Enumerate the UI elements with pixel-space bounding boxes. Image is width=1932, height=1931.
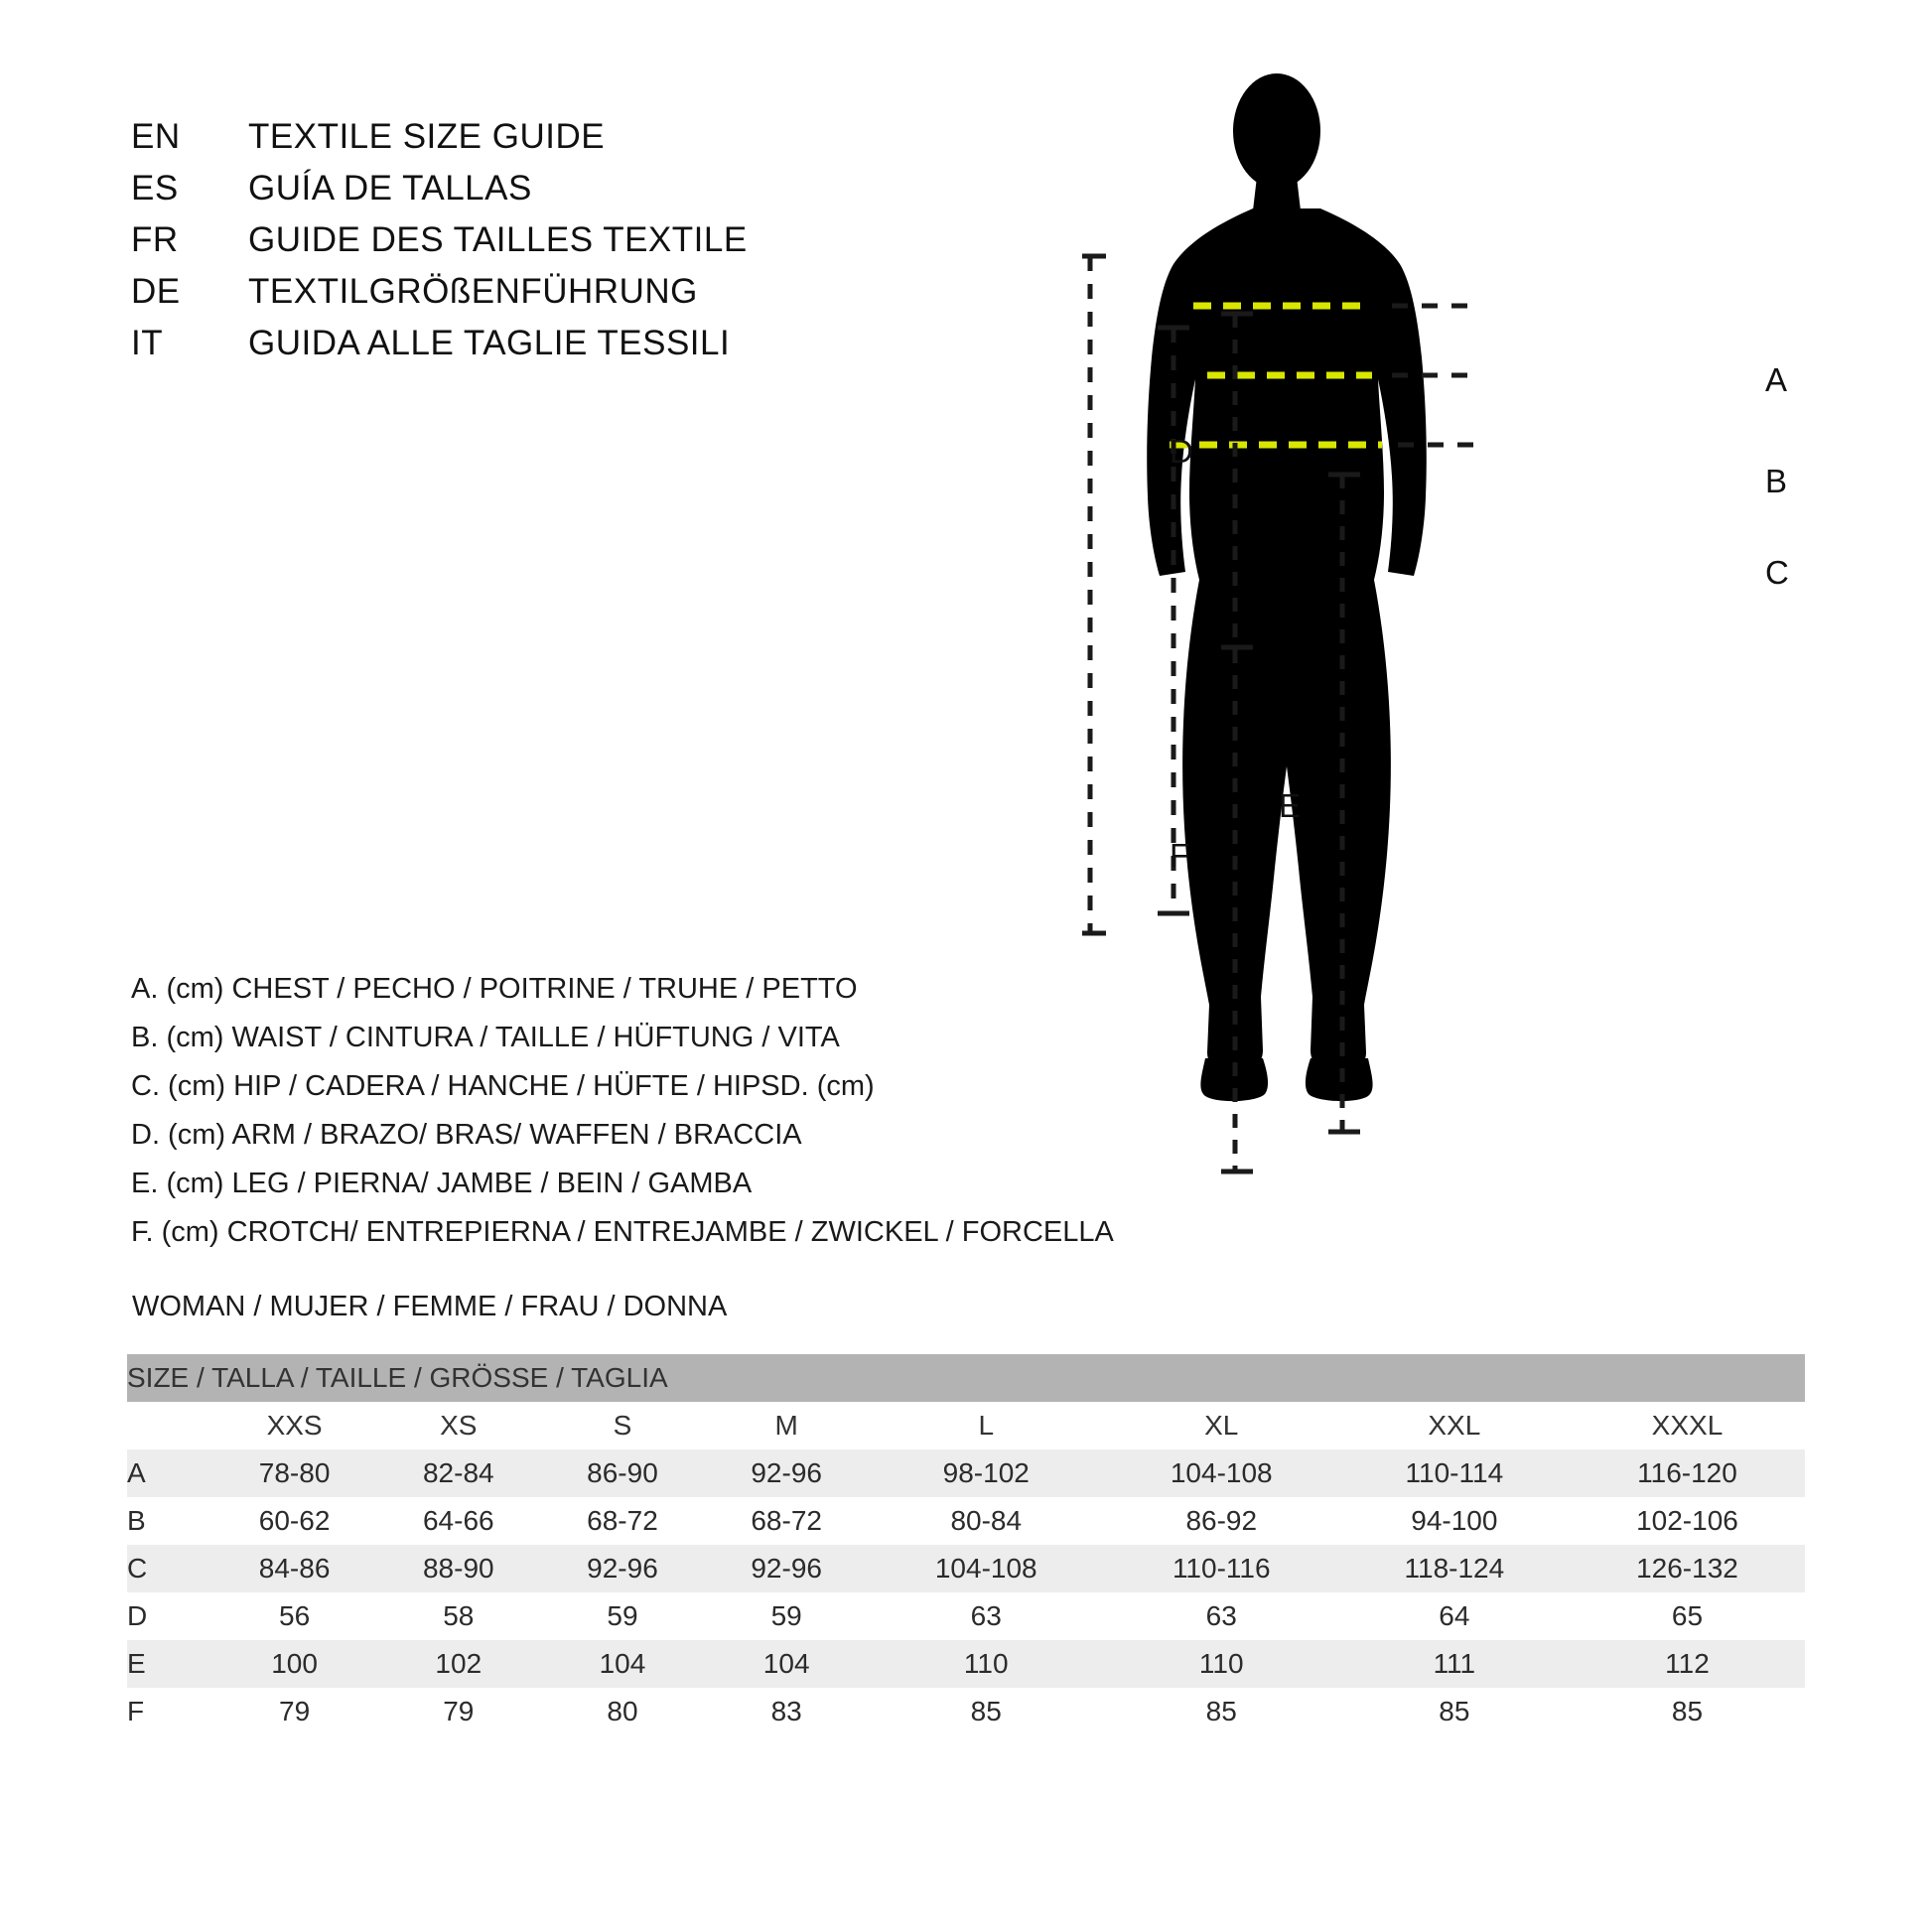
- cell-e-m: 104: [705, 1640, 869, 1688]
- title-text-fr: GUIDE DES TAILLES TEXTILE: [248, 220, 748, 259]
- cell-a-s: 86-90: [540, 1449, 704, 1497]
- table-header-row: [127, 1402, 1805, 1449]
- legend-item-c: C. (cm) HIP / CADERA / HANCHE / HÜFTE / HIPSD. (cm): [131, 1070, 875, 1102]
- title-text-en: TEXTILE SIZE GUIDE: [248, 117, 606, 156]
- size-header-xxs: XXS: [212, 1402, 376, 1449]
- title-block: [131, 117, 925, 375]
- title-lang-it: IT: [131, 324, 164, 362]
- cell-c-xxxl: 126-132: [1570, 1545, 1805, 1592]
- table-row: [127, 1449, 1805, 1497]
- title-text-de: TEXTILGRÖßENFÜHRUNG: [248, 272, 698, 311]
- cell-f-s: 80: [540, 1688, 704, 1735]
- table-row: [127, 1497, 1805, 1545]
- size-header-xxxl: XXXL: [1570, 1402, 1805, 1449]
- dimension-label-c: C: [1765, 554, 1789, 591]
- cell-d-xxxl: 65: [1570, 1592, 1805, 1640]
- cell-d-xxs: 56: [212, 1592, 376, 1640]
- dimension-label-f: F: [1170, 837, 1190, 874]
- cell-f-l: 85: [869, 1688, 1104, 1735]
- legend-item-b: B. (cm) WAIST / CINTURA / TAILLE / HÜFTUNG / VITA: [131, 1022, 840, 1053]
- cell-c-s: 92-96: [540, 1545, 704, 1592]
- cell-c-m: 92-96: [705, 1545, 869, 1592]
- title-lang-de: DE: [131, 272, 181, 311]
- cell-e-l: 110: [869, 1640, 1104, 1688]
- cell-b-xxs: 60-62: [212, 1497, 376, 1545]
- title-lang-es: ES: [131, 169, 179, 207]
- cell-a-m: 92-96: [705, 1449, 869, 1497]
- legend-item-a: A. (cm) CHEST / PECHO / POITRINE / TRUHE / PETTO: [131, 973, 858, 1005]
- cell-e-xxxl: 112: [1570, 1640, 1805, 1688]
- title-text-es: GUÍA DE TALLAS: [248, 169, 532, 207]
- cell-e-xxl: 111: [1339, 1640, 1570, 1688]
- e-dimension: [1158, 328, 1189, 913]
- dimension-label-b: B: [1765, 463, 1788, 499]
- cell-a-xl: 104-108: [1104, 1449, 1339, 1497]
- title-row: [131, 220, 925, 272]
- cell-e-xxs: 100: [212, 1640, 376, 1688]
- cell-f-xxs: 79: [212, 1688, 376, 1735]
- row-label-d: D: [127, 1592, 212, 1640]
- row-label-c: C: [127, 1545, 212, 1592]
- cell-b-xl: 86-92: [1104, 1497, 1339, 1545]
- dimension-lines-final: [1082, 60, 1896, 1201]
- table-corner-cell: [127, 1402, 212, 1449]
- row-label-e: E: [127, 1640, 212, 1688]
- cell-c-l: 104-108: [869, 1545, 1104, 1592]
- cell-d-xs: 58: [376, 1592, 540, 1640]
- cell-b-l: 80-84: [869, 1497, 1104, 1545]
- title-row: [131, 117, 925, 169]
- title-row: [131, 272, 925, 324]
- dimension-label-a: A: [1765, 361, 1788, 398]
- cell-e-xl: 110: [1104, 1640, 1339, 1688]
- dimension-label-d: D: [1170, 433, 1193, 470]
- size-header-l: L: [869, 1402, 1104, 1449]
- cell-d-s: 59: [540, 1592, 704, 1640]
- cell-f-m: 83: [705, 1688, 869, 1735]
- legend-item-e: E. (cm) LEG / PIERNA/ JAMBE / BEIN / GAMBA: [131, 1168, 753, 1199]
- cell-a-xxxl: 116-120: [1570, 1449, 1805, 1497]
- legend-item-d: D. (cm) ARM / BRAZO/ BRAS/ WAFFEN / BRACCIA: [131, 1119, 802, 1151]
- row-label-a: A: [127, 1449, 212, 1497]
- cell-f-xxl: 85: [1339, 1688, 1570, 1735]
- cell-b-xxxl: 102-106: [1570, 1497, 1805, 1545]
- cell-c-xs: 88-90: [376, 1545, 540, 1592]
- size-table: [127, 1354, 1805, 1735]
- cell-a-l: 98-102: [869, 1449, 1104, 1497]
- legend-item-f: F. (cm) CROTCH/ ENTREPIERNA / ENTREJAMBE / ZWICKEL / FORCELLA: [131, 1216, 1114, 1248]
- size-header-m: M: [705, 1402, 869, 1449]
- table-band-row: [127, 1354, 1805, 1402]
- f-dimension: [1082, 256, 1106, 933]
- size-header-s: S: [540, 1402, 704, 1449]
- cell-a-xs: 82-84: [376, 1449, 540, 1497]
- cell-b-m: 68-72: [705, 1497, 869, 1545]
- cell-a-xxs: 78-80: [212, 1449, 376, 1497]
- table-row: [127, 1592, 1805, 1640]
- table-band-label: SIZE / TALLA / TAILLE / GRÖSSE / TAGLIA: [127, 1354, 1805, 1402]
- cell-d-l: 63: [869, 1592, 1104, 1640]
- cell-d-xxl: 64: [1339, 1592, 1570, 1640]
- size-header-xxl: XXL: [1339, 1402, 1570, 1449]
- title-row: [131, 324, 925, 375]
- cell-c-xxs: 84-86: [212, 1545, 376, 1592]
- dimension-label-e: E: [1279, 787, 1302, 824]
- table-row: [127, 1688, 1805, 1735]
- table-row: [127, 1640, 1805, 1688]
- title-lang-fr: FR: [131, 220, 179, 259]
- row-label-b: B: [127, 1497, 212, 1545]
- size-header-xs: XS: [376, 1402, 540, 1449]
- measurement-legend: [131, 965, 1183, 1257]
- row-label-f: F: [127, 1688, 212, 1735]
- cell-b-xxl: 94-100: [1339, 1497, 1570, 1545]
- title-text-it: GUIDA ALLE TAGLIE TESSILI: [248, 324, 731, 362]
- cell-f-xs: 79: [376, 1688, 540, 1735]
- body-measurement-figure: [1082, 60, 1896, 1201]
- table-row: [127, 1545, 1805, 1592]
- cell-d-m: 59: [705, 1592, 869, 1640]
- cell-f-xl: 85: [1104, 1688, 1339, 1735]
- cell-c-xxl: 118-124: [1339, 1545, 1570, 1592]
- size-header-xl: XL: [1104, 1402, 1339, 1449]
- title-row: [131, 169, 925, 220]
- cell-b-xs: 64-66: [376, 1497, 540, 1545]
- title-lang-en: EN: [131, 117, 181, 156]
- cell-d-xl: 63: [1104, 1592, 1339, 1640]
- cell-e-xs: 102: [376, 1640, 540, 1688]
- group-heading: WOMAN / MUJER / FEMME / FRAU / DONNA: [132, 1291, 728, 1322]
- cell-c-xl: 110-116: [1104, 1545, 1339, 1592]
- cell-a-xxl: 110-114: [1339, 1449, 1570, 1497]
- cell-b-s: 68-72: [540, 1497, 704, 1545]
- cell-f-xxxl: 85: [1570, 1688, 1805, 1735]
- cell-e-s: 104: [540, 1640, 704, 1688]
